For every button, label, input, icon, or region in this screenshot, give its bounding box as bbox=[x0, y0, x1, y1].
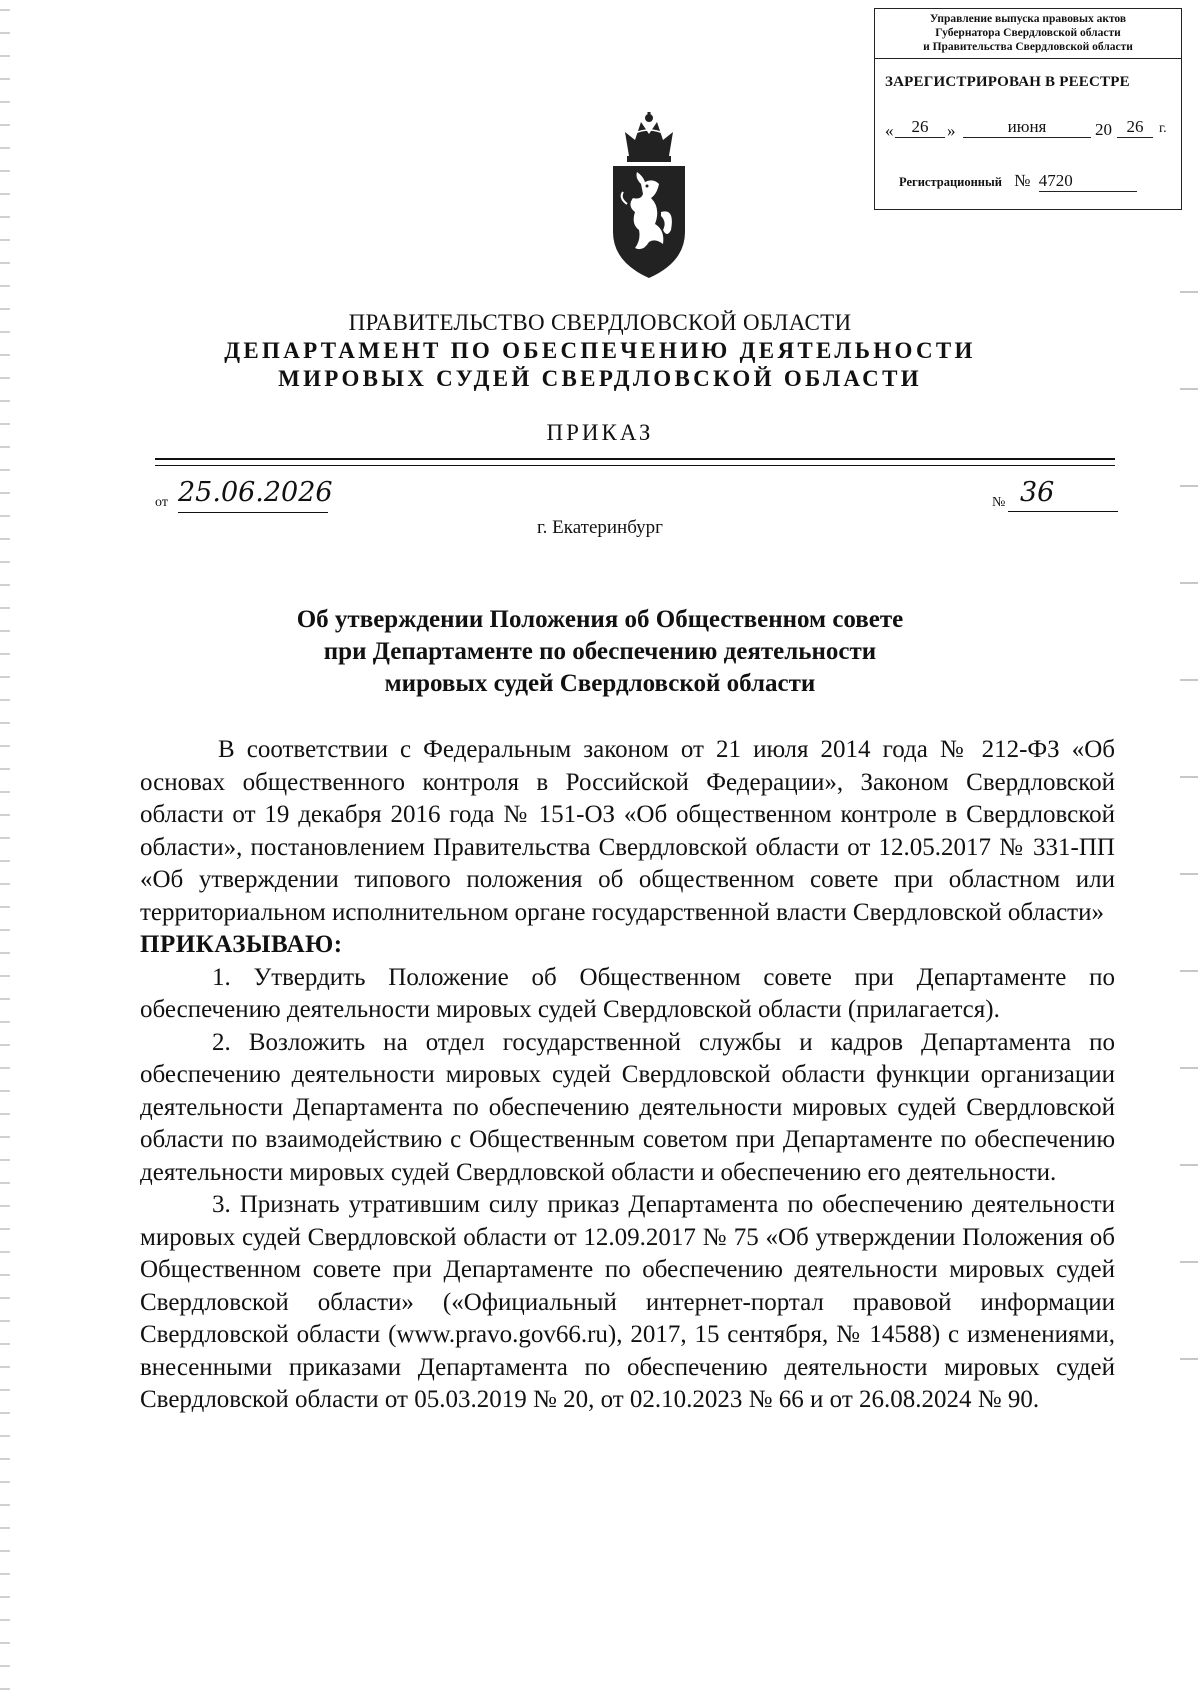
stamp-day: 26 bbox=[895, 117, 945, 138]
stamp-month: июня bbox=[963, 117, 1091, 138]
order-date-label: от bbox=[155, 495, 168, 510]
scan-edge-artifact bbox=[0, 0, 10, 1698]
order-title bbox=[0, 604, 1200, 700]
preamble-paragraph: В соответствии с Федеральным законом от 21 июля 2014 года № 212-ФЗ «Об основах общественного контроля в Российской Федерации», Законом Свердловской области от 19 декабря 2016 года № 151-ОЗ «Об общественном контроле в Свердловской области», постановлением Правительства Свердловской области от 12.05.2017 № 331-ПП «Об утверждении типового положения об общественном совете при областном или территориальном исполнительном органе государственной власти Свердловской области» bbox=[140, 736, 1115, 926]
document-type-heading: ПРИКАЗ bbox=[546, 420, 654, 445]
stamp-header-line: Управление выпуска правовых актов bbox=[929, 13, 1127, 25]
stamp-header-line: и Правительства Свердловской области bbox=[923, 41, 1133, 53]
stamp-year-suffix: 26 bbox=[1117, 117, 1153, 138]
header-rule bbox=[155, 458, 1115, 460]
order-title-line: мировых судей Свердловской области bbox=[384, 670, 816, 697]
stamp-registered-label: ЗАРЕГИСТРИРОВАН В РЕЕСТРЕ bbox=[885, 74, 1130, 90]
header-rule-thin bbox=[155, 465, 1115, 466]
sverdlovsk-coat-of-arms-icon bbox=[605, 112, 693, 280]
stamp-reg-number: 4720 bbox=[1039, 171, 1137, 192]
stamp-header-line: Губернатора Свердловской области bbox=[935, 27, 1121, 39]
order-city: г. Екатеринбург bbox=[537, 517, 663, 538]
order-number-value: 36 bbox=[1008, 478, 1118, 512]
stamp-header bbox=[875, 9, 1181, 59]
government-heading: ПРАВИТЕЛЬСТВО СВЕРДЛОВСКОЙ ОБЛАСТИ bbox=[348, 310, 852, 335]
stamp-reg-label: Регистрационный bbox=[899, 175, 1002, 189]
order-body bbox=[140, 734, 1115, 1417]
order-item-1: 1. Утвердить Положение об Общественном совете при Департаменте по обеспечению деятельности мировых судей Свердловской области (прилагается). bbox=[140, 963, 1115, 1023]
order-title-line: Об утверждении Положения об Общественном совете bbox=[296, 606, 904, 633]
department-heading-line2: МИРОВЫХ СУДЕЙ СВЕРДЛОВСКОЙ ОБЛАСТИ bbox=[278, 366, 922, 391]
stamp-close-quote: » bbox=[947, 121, 956, 140]
department-heading-line1: ДЕПАРТАМЕНТ ПО ОБЕСПЕЧЕНИЮ ДЕЯТЕЛЬНОСТИ bbox=[224, 338, 976, 363]
stamp-open-quote: « bbox=[885, 121, 894, 140]
order-number-label: № bbox=[992, 495, 1006, 510]
order-title-line: при Департаменте по обеспечению деятельности bbox=[323, 638, 877, 665]
order-date-value: 25.06.2026 bbox=[178, 478, 328, 513]
order-item-3: 3. Признать утратившим силу приказ Департамента по обеспечению деятельности мировых судей Свердловской области от 12.09.2017 № 75 «Об утверждении Положения об Общественном совете при Департаменте по обеспечению деятельности мировых судей Свердловской области» («Официальный интернет-портал правовой информации Свердловской области (www.pravo.gov66.ru), 2017, 15 сентября, № 14588) с изменениями, внесенными приказами Департамента по обеспечению деятельности мировых судей Свердловской области от 05.03.2019 № 20, от 02.10.2023 № 66 и от 26.08.2024 № 90. bbox=[140, 1191, 1115, 1413]
stamp-year-prefix: 20 bbox=[1095, 120, 1112, 139]
order-item-2: 2. Возложить на отдел государственной службы и кадров Департамента по обеспечению деятельности мировых судей Свердловской области функции организации деятельности Департамента по обеспечению деятельности мировых судей Свердловской области по взаимодействию с Общественным советом при Департаменте по обеспечению деятельности мировых судей Свердловской области и обеспечению его деятельности. bbox=[140, 1028, 1115, 1186]
stamp-reg-number-row bbox=[899, 171, 1137, 192]
stamp-num-sign: № bbox=[1014, 171, 1031, 190]
order-word: ПРИКАЗЫВАЮ: bbox=[140, 931, 343, 958]
registration-stamp bbox=[874, 8, 1182, 210]
stamp-year-mark: г. bbox=[1159, 121, 1167, 136]
